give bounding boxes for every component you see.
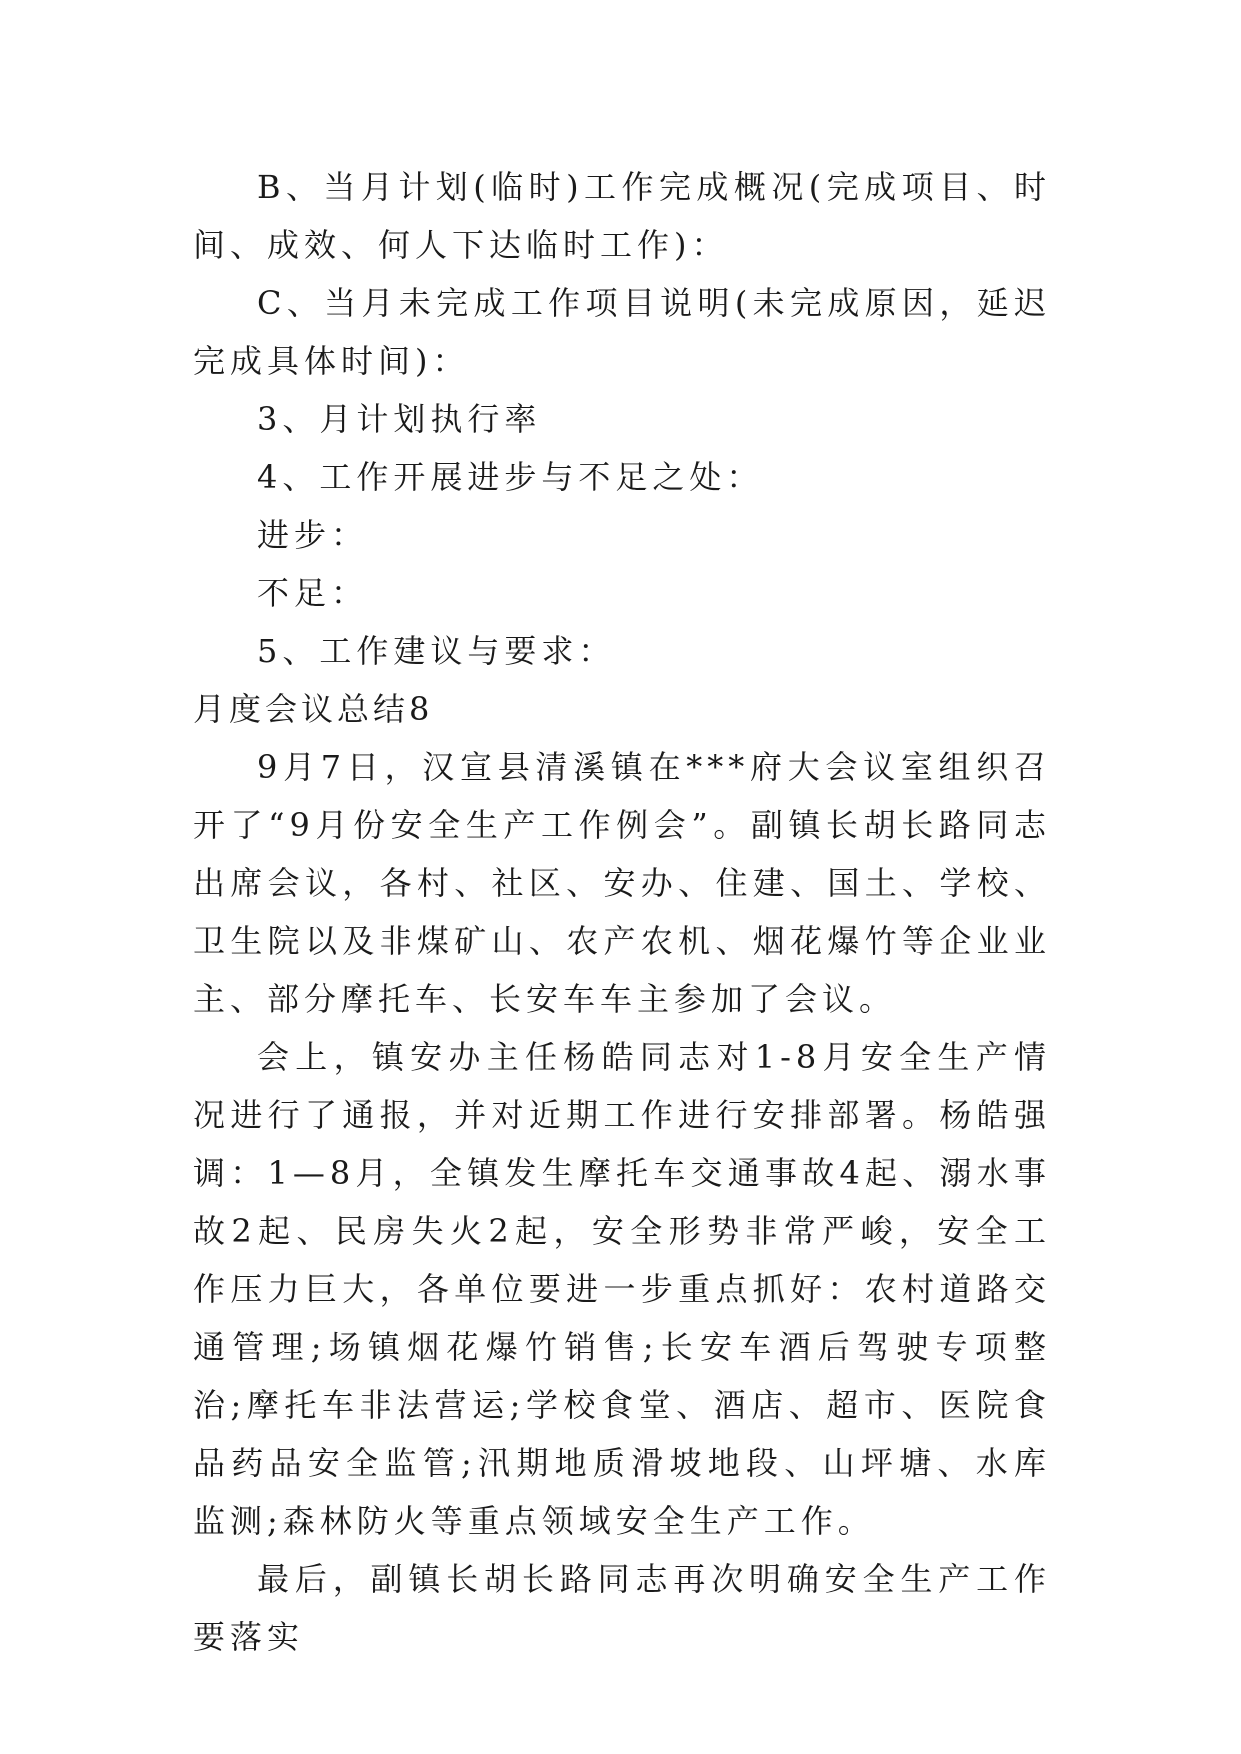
paragraph-suggestions: 5、工作建议与要求： (257, 632, 616, 670)
paragraph-plan-execution-rate: 3、月计划执行率 (257, 400, 542, 438)
paragraph-b-monthly-plan: B、当月计划(临时)工作完成概况(完成项目、时间、成效、何人下达临时工作)： (193, 168, 1051, 264)
paragraph-shortcomings: 不足： (257, 574, 369, 612)
paragraph-meeting-conclusion: 最后，副镇长胡长路同志再次明确安全生产工作要落实 (193, 1560, 1051, 1656)
document-body (193, 158, 1051, 1666)
paragraph-meeting-overview: 9月7日，汉宣县清溪镇在***府大会议室组织召开了“9月份安全生产工作例会”。副镇长胡长路同志出席会议，各村、社区、安办、住建、国土、学校、卫生院以及非煤矿山、农产农机、烟花爆竹等企业业主、部分摩托车、长安车车主参加了会议。 (193, 748, 1051, 1018)
paragraph-progress: 进步： (257, 516, 369, 554)
section-title: 月度会议总结8 (193, 690, 434, 728)
paragraph-c-unfinished-items: C、当月未完成工作项目说明(未完成原因，延迟完成具体时间)： (193, 284, 1051, 380)
paragraph-progress-and-shortcomings: 4、工作开展进步与不足之处： (257, 458, 764, 496)
paragraph-meeting-report: 会上，镇安办主任杨皓同志对1-8月安全生产情况进行了通报，并对近期工作进行安排部署。杨皓强调：1—8月，全镇发生摩托车交通事故4起、溺水事故2起、民房失火2起，安全形势非常严峻，安全工作压力巨大，各单位要进一步重点抓好：农村道路交通管理;场镇烟花爆竹销售;长安车酒后驾驶专项整治;摩托车非法营运;学校食堂、酒店、超市、医院食品药品安全监管;汛期地质滑坡地段、山坪塘、水库监测;森林防火等重点领域安全生产工作。 (193, 1038, 1051, 1540)
